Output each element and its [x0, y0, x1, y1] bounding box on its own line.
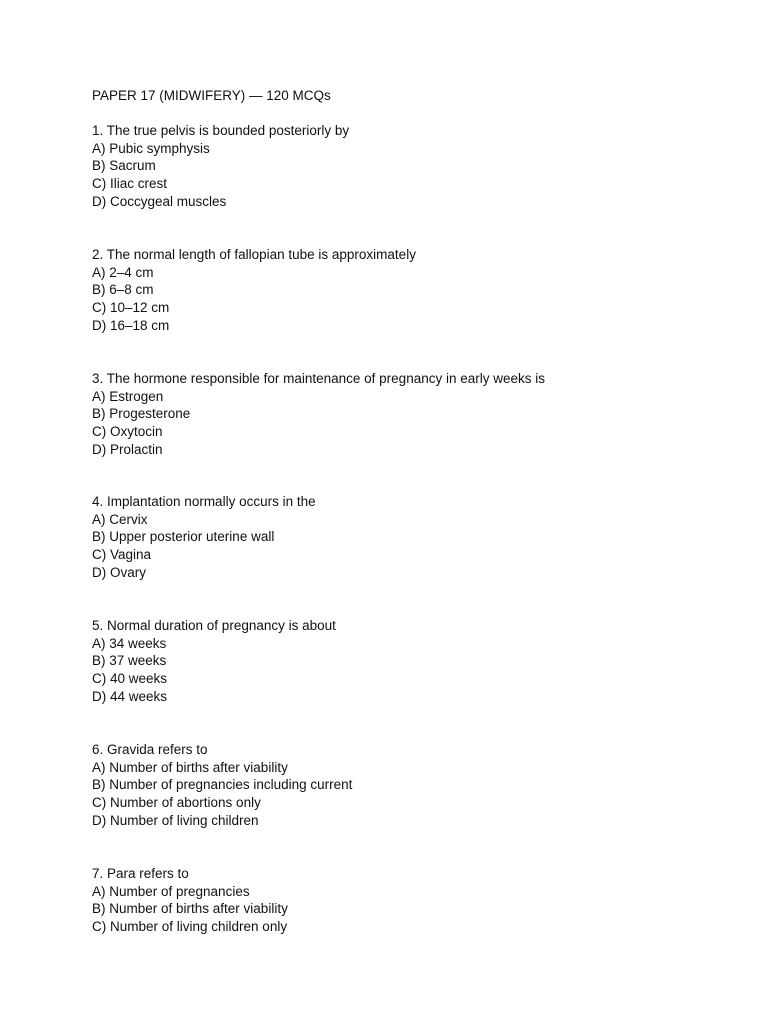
- option-c: C) 40 weeks: [92, 671, 168, 687]
- option-d: D) 44 weeks: [92, 688, 168, 704]
- option-a: A) Number of births after viability: [92, 759, 288, 775]
- option-b: B) 37 weeks: [92, 653, 167, 669]
- option-b: B) Number of births after viability: [92, 901, 288, 917]
- question-6: [92, 741, 352, 830]
- question-text: 5. Normal duration of pregnancy is about: [92, 618, 336, 633]
- question-3: [92, 370, 545, 459]
- option-b: B) 6–8 cm: [92, 282, 154, 298]
- option-d: D) Coccygeal muscles: [92, 193, 227, 209]
- question-4: [92, 493, 316, 582]
- option-c: C) Vagina: [92, 547, 152, 563]
- option-b: B) Progesterone: [92, 406, 191, 422]
- page-title: PAPER 17 (MIDWIFERY) — 120 MCQs: [92, 88, 331, 103]
- option-d: D) Ovary: [92, 564, 146, 580]
- option-a: A) 34 weeks: [92, 635, 167, 651]
- question-text: 4. Implantation normally occurs in the: [92, 494, 316, 509]
- option-c: C) Number of living children only: [92, 919, 288, 935]
- question-1: [92, 122, 349, 211]
- option-b: B) Sacrum: [92, 158, 156, 174]
- option-a: A) Number of pregnancies: [92, 883, 250, 899]
- option-c: C) Iliac crest: [92, 176, 168, 192]
- option-a: A) 2–4 cm: [92, 264, 154, 280]
- question-text: 2. The normal length of fallopian tube is approximately: [92, 247, 416, 262]
- question-text: 7. Para refers to: [92, 866, 189, 881]
- option-c: C) 10–12 cm: [92, 300, 170, 316]
- option-c: C) Number of abortions only: [92, 795, 261, 811]
- option-a: A) Estrogen: [92, 388, 164, 404]
- question-text: 6. Gravida refers to: [92, 742, 208, 757]
- option-d: D) Number of living children: [92, 812, 259, 828]
- option-d: D) Prolactin: [92, 441, 163, 457]
- option-d: D) 16–18 cm: [92, 317, 170, 333]
- option-b: B) Number of pregnancies including current: [92, 777, 353, 793]
- question-2: [92, 246, 416, 335]
- option-b: B) Upper posterior uterine wall: [92, 529, 275, 545]
- option-a: A) Cervix: [92, 511, 148, 527]
- question-7: [92, 865, 288, 936]
- question-text: 1. The true pelvis is bounded posteriorly by: [92, 123, 350, 138]
- option-c: C) Oxytocin: [92, 424, 163, 440]
- question-text: 3. The hormone responsible for maintenance of pregnancy in early weeks is: [92, 371, 546, 386]
- option-a: A) Pubic symphysis: [92, 140, 210, 156]
- question-5: [92, 617, 336, 706]
